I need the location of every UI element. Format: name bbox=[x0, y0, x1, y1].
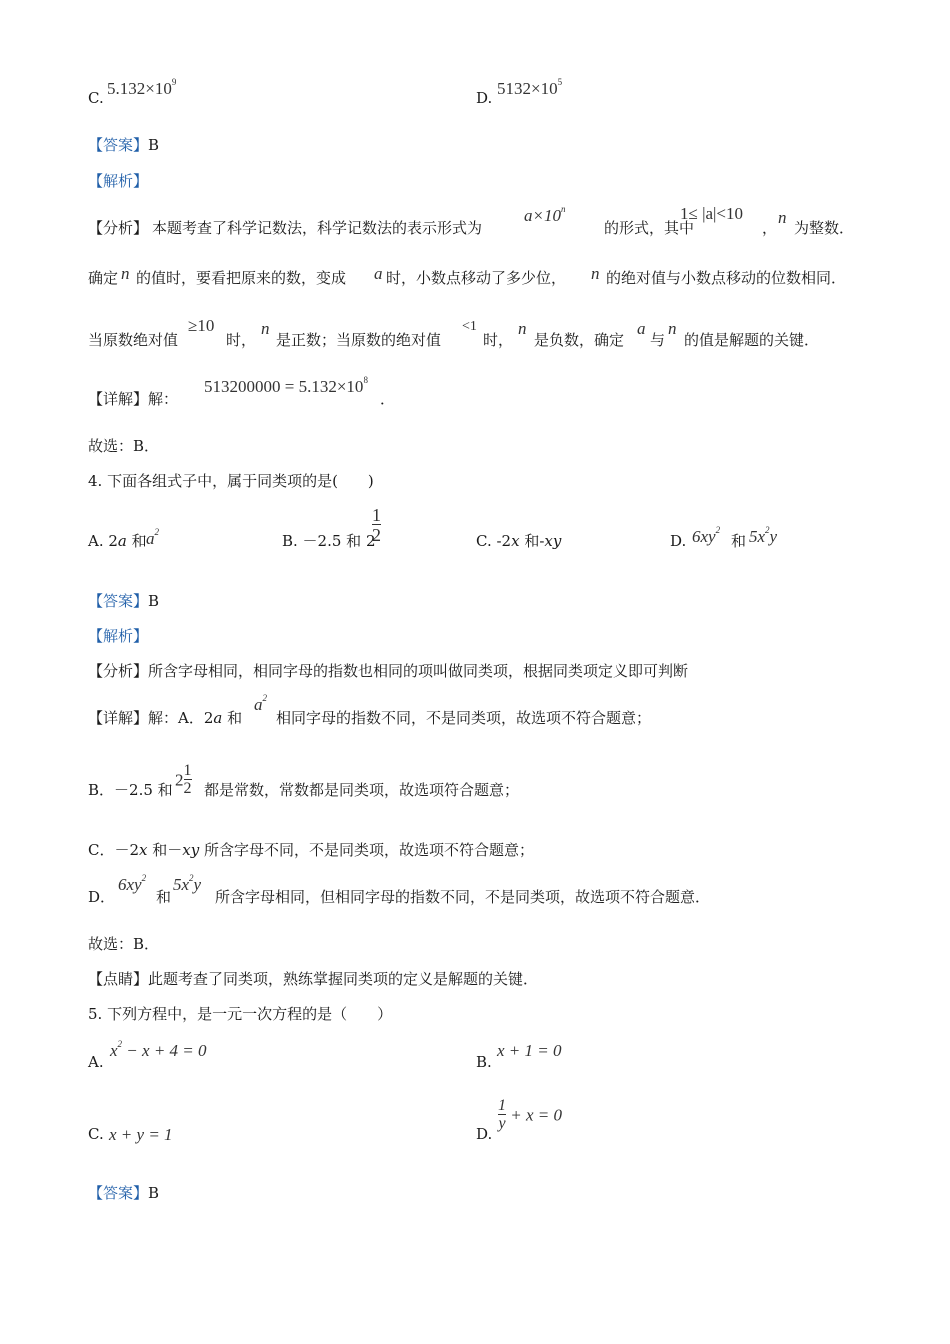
q4-detail-b-whole: 2 bbox=[175, 770, 184, 790]
q4-detail-tag: 【详解】 bbox=[88, 709, 149, 727]
q4-option-a-and: 和 bbox=[126, 532, 147, 550]
q3-detail-math-exp: 8 bbox=[363, 375, 368, 385]
q3-detail-period: ． bbox=[380, 390, 396, 408]
q4-detail-d-math-2 bbox=[173, 873, 202, 894]
q5-option-a-math-base: x bbox=[110, 1041, 118, 1060]
q5-option-a-math-exp: 2 bbox=[117, 1039, 123, 1049]
q4-answer-tag: 【答案】 bbox=[88, 592, 149, 610]
q4-option-c-label: C. -2 bbox=[476, 532, 512, 550]
q4-option-d-and: 和 bbox=[731, 532, 747, 550]
q5-answer-value: B bbox=[148, 1184, 160, 1202]
q3-line3-math-6: n bbox=[668, 319, 677, 338]
q4-option-d-math-1-base: 6xy bbox=[692, 527, 716, 546]
q4-option-a-math-base: a bbox=[146, 529, 155, 548]
q3-detail-math bbox=[204, 375, 368, 396]
q3-detail-tag: 【详解】 bbox=[88, 390, 149, 408]
q4-detail-c-var2: xy bbox=[182, 841, 200, 859]
q4-detail-b-numerator: 1 bbox=[183, 762, 192, 779]
q3-fenxi-math-3: n bbox=[778, 208, 787, 227]
q5-option-d-denominator: y bbox=[498, 1115, 506, 1132]
q3-fenxi-math-1 bbox=[524, 204, 566, 225]
q4-detail-d-math-2-base: 5x bbox=[173, 875, 190, 894]
q3-line3-text-3: 是正数；当原数的绝对值 bbox=[276, 331, 442, 349]
q5-option-c-math: x + y = 1 bbox=[109, 1125, 173, 1144]
q4-detail-math-base: a bbox=[254, 695, 263, 714]
q3-line3-text-4: 时， bbox=[483, 331, 514, 349]
q4-option-d-math-2-tail: y bbox=[769, 527, 778, 546]
q4-detail-c-label: C．－2 bbox=[88, 841, 140, 859]
q3-line2-math-1: n bbox=[121, 264, 130, 283]
q5-option-d-tail: + x = 0 bbox=[510, 1105, 562, 1125]
q4-choose: 故选：B． bbox=[88, 935, 160, 953]
q4-detail-d-label: D． bbox=[88, 888, 116, 906]
q4-fenxi bbox=[88, 664, 688, 679]
q5-option-a-math bbox=[110, 1039, 207, 1060]
q3-choose: 故选：B． bbox=[88, 437, 160, 455]
q4-detail-d-math-1-exp: 2 bbox=[141, 873, 147, 883]
q3-analysis-tag: 【解析】 bbox=[88, 172, 149, 190]
q3-fenxi-text-4: 为整数． bbox=[794, 219, 855, 237]
q4-detail-text-3: 相同字母的指数不同，不是同类项，故选项不符合题意； bbox=[276, 709, 652, 727]
q3-fenxi-text-3: ， bbox=[762, 219, 778, 237]
q3-fenxi-text-1: 本题考查了科学记数法，科学记数法的表示形式为 bbox=[152, 219, 483, 237]
q3-line3-math-5: a bbox=[637, 319, 646, 338]
q3-line3-text-6: 与 bbox=[650, 331, 666, 349]
q4-option-d-label: D. bbox=[670, 532, 687, 550]
q4-option-c bbox=[476, 534, 561, 549]
q4-detail-c-var: x bbox=[139, 841, 148, 859]
q4-detail-d-and: 和 bbox=[156, 888, 172, 906]
q4-option-a-math-exp: 2 bbox=[154, 527, 159, 537]
option-d-exponent: 5 bbox=[557, 77, 563, 87]
q4-detail-b-text: 都是常数，常数都是同类项，故选项符合题意； bbox=[204, 781, 520, 799]
q4-detail-math bbox=[254, 693, 267, 714]
q4-stem: 4. 下面各组式子中，属于同类项的是( ) bbox=[88, 472, 374, 490]
q5-option-c-label: C. bbox=[88, 1125, 104, 1143]
option-d-mantissa: 5132×10 bbox=[497, 79, 558, 98]
q4-option-c-and: 和- bbox=[519, 532, 545, 550]
q3-detail-math-base: 513200000 = 5.132×10 bbox=[204, 377, 364, 396]
q4-detail-math-exp: 2 bbox=[262, 693, 267, 703]
q5-option-d-numerator: 1 bbox=[498, 1097, 506, 1114]
q3-line2-text-3: 时，小数点移动了多少位， bbox=[386, 269, 567, 287]
q4-option-d-math-1 bbox=[692, 525, 721, 546]
q4-detail-b-denominator: 2 bbox=[183, 780, 192, 797]
q4-option-d-math-1-exp: 2 bbox=[715, 525, 721, 535]
option-c-math bbox=[107, 77, 177, 98]
q3-line2-text-2: 的值时，要看把原来的数，变成 bbox=[136, 269, 347, 287]
q4-option-d-math-2-base: 5x bbox=[749, 527, 766, 546]
q3-line3-text-1: 当原数绝对值 bbox=[88, 331, 179, 349]
q4-analysis-tag: 【解析】 bbox=[88, 627, 149, 645]
q4-fenxi-tag: 【分析】 bbox=[88, 662, 149, 680]
q4-option-a-var: a bbox=[117, 532, 127, 550]
q5-option-a-label: A. bbox=[88, 1053, 104, 1071]
q4-detail-b-label: B．－2.5 和 bbox=[88, 781, 173, 799]
q3-line3-text-7: 的值是解题的关键． bbox=[684, 331, 820, 349]
q4-detail-var: a bbox=[213, 709, 223, 727]
q3-fenxi-text-2: 的形式，其中 bbox=[604, 219, 695, 237]
q4-option-b-label: B. －2.5 和 2 bbox=[282, 532, 376, 550]
q3-fenxi-tag: 【分析】 bbox=[88, 219, 149, 237]
q4-option-a-label: A. 2 bbox=[88, 532, 118, 550]
option-c-mantissa: 5.132×10 bbox=[107, 79, 172, 98]
q3-line3-math-3: <1 bbox=[462, 319, 477, 334]
option-d-label: D. bbox=[476, 89, 493, 107]
q4-option-c-var: x bbox=[511, 532, 520, 550]
q4-detail-text-1: 解：A．2 bbox=[148, 709, 214, 727]
q4-detail-and: 和 bbox=[222, 709, 243, 727]
q3-line3-text-2: 时， bbox=[226, 331, 257, 349]
q3-line3-math-4: n bbox=[518, 319, 527, 338]
q4-option-b-denominator: 2 bbox=[372, 525, 381, 545]
q4-dianjing bbox=[88, 972, 538, 987]
q3-fenxi-math-1-base: a×10 bbox=[524, 206, 561, 225]
q4-option-a-math bbox=[146, 527, 159, 548]
q4-detail-d-math-2-tail: y bbox=[193, 875, 202, 894]
q4-option-b-fraction bbox=[372, 506, 381, 544]
q4-answer-value: B bbox=[148, 592, 160, 610]
q4-option-d-math-2-exp: 2 bbox=[765, 525, 770, 535]
answer-value: B bbox=[148, 136, 160, 154]
answer-tag: 【答案】 bbox=[88, 136, 149, 154]
q5-option-a-math-tail: − x + 4 = 0 bbox=[122, 1041, 207, 1060]
q3-line2-text-1: 确定 bbox=[88, 269, 119, 287]
q4-detail-d-math-1-base: 6xy bbox=[118, 875, 142, 894]
q3-detail-text: 解： bbox=[148, 390, 179, 408]
q4-option-d-math-2 bbox=[749, 525, 778, 546]
q4-detail-c-and: 和－ bbox=[147, 841, 183, 859]
q3-line3-math-1: ≥10 bbox=[188, 316, 215, 335]
q5-option-b-math: x + 1 = 0 bbox=[497, 1041, 562, 1060]
q3-detail bbox=[88, 392, 178, 407]
q5-option-b-label: B. bbox=[476, 1053, 492, 1071]
q4-detail-c-text: 所含字母不同，不是同类项，故选项不符合题意； bbox=[199, 841, 534, 859]
q5-option-d-math bbox=[498, 1098, 562, 1132]
q4-option-b-numerator: 1 bbox=[372, 505, 381, 525]
q4-detail-c bbox=[88, 843, 534, 858]
q4-detail-d-math-1 bbox=[118, 873, 147, 894]
q3-fenxi-math-1-exp: n bbox=[560, 204, 566, 214]
q4-dianjing-tag: 【点睛】 bbox=[88, 970, 149, 988]
q5-stem: 5. 下列方程中，是一元一次方程的是（ ） bbox=[88, 1005, 393, 1023]
q5-option-d-label: D. bbox=[476, 1125, 493, 1143]
option-d-math bbox=[497, 77, 563, 98]
q4-detail-a bbox=[88, 711, 242, 726]
q4-option-a bbox=[88, 534, 147, 549]
q3-answer bbox=[88, 138, 159, 153]
q3-line2-text-4: 的绝对值与小数点移动的位数相同． bbox=[606, 269, 847, 287]
q5-answer-tag: 【答案】 bbox=[88, 1184, 149, 1202]
q3-line3-text-5: 是负数，确定 bbox=[534, 331, 625, 349]
q3-fenxi-math-2: 1≤ |a|<10 bbox=[680, 204, 744, 223]
q4-dianjing-text: 此题考查了同类项，熟练掌握同类项的定义是解题的关键． bbox=[148, 970, 539, 988]
q4-detail-d-text: 所含字母相同，但相同字母的指数不同，不是同类项，故选项不符合题意． bbox=[215, 888, 711, 906]
option-c-exponent: 9 bbox=[171, 77, 177, 87]
q3-line2-math-3: n bbox=[591, 264, 600, 283]
q4-answer bbox=[88, 594, 159, 609]
q3-line3-math-2: n bbox=[261, 319, 270, 338]
q4-detail-d-math-2-exp: 2 bbox=[189, 873, 194, 883]
q4-detail-b-mixed bbox=[175, 763, 192, 797]
q3-line2-math-2: a bbox=[374, 264, 383, 283]
q5-answer bbox=[88, 1186, 159, 1201]
option-c-label: C. bbox=[88, 89, 104, 107]
q4-fenxi-text: 所含字母相同，相同字母的指数也相同的项叫做同类项，根据同类项定义即可判断 bbox=[148, 662, 689, 680]
q4-option-c-var2: xy bbox=[544, 532, 562, 550]
